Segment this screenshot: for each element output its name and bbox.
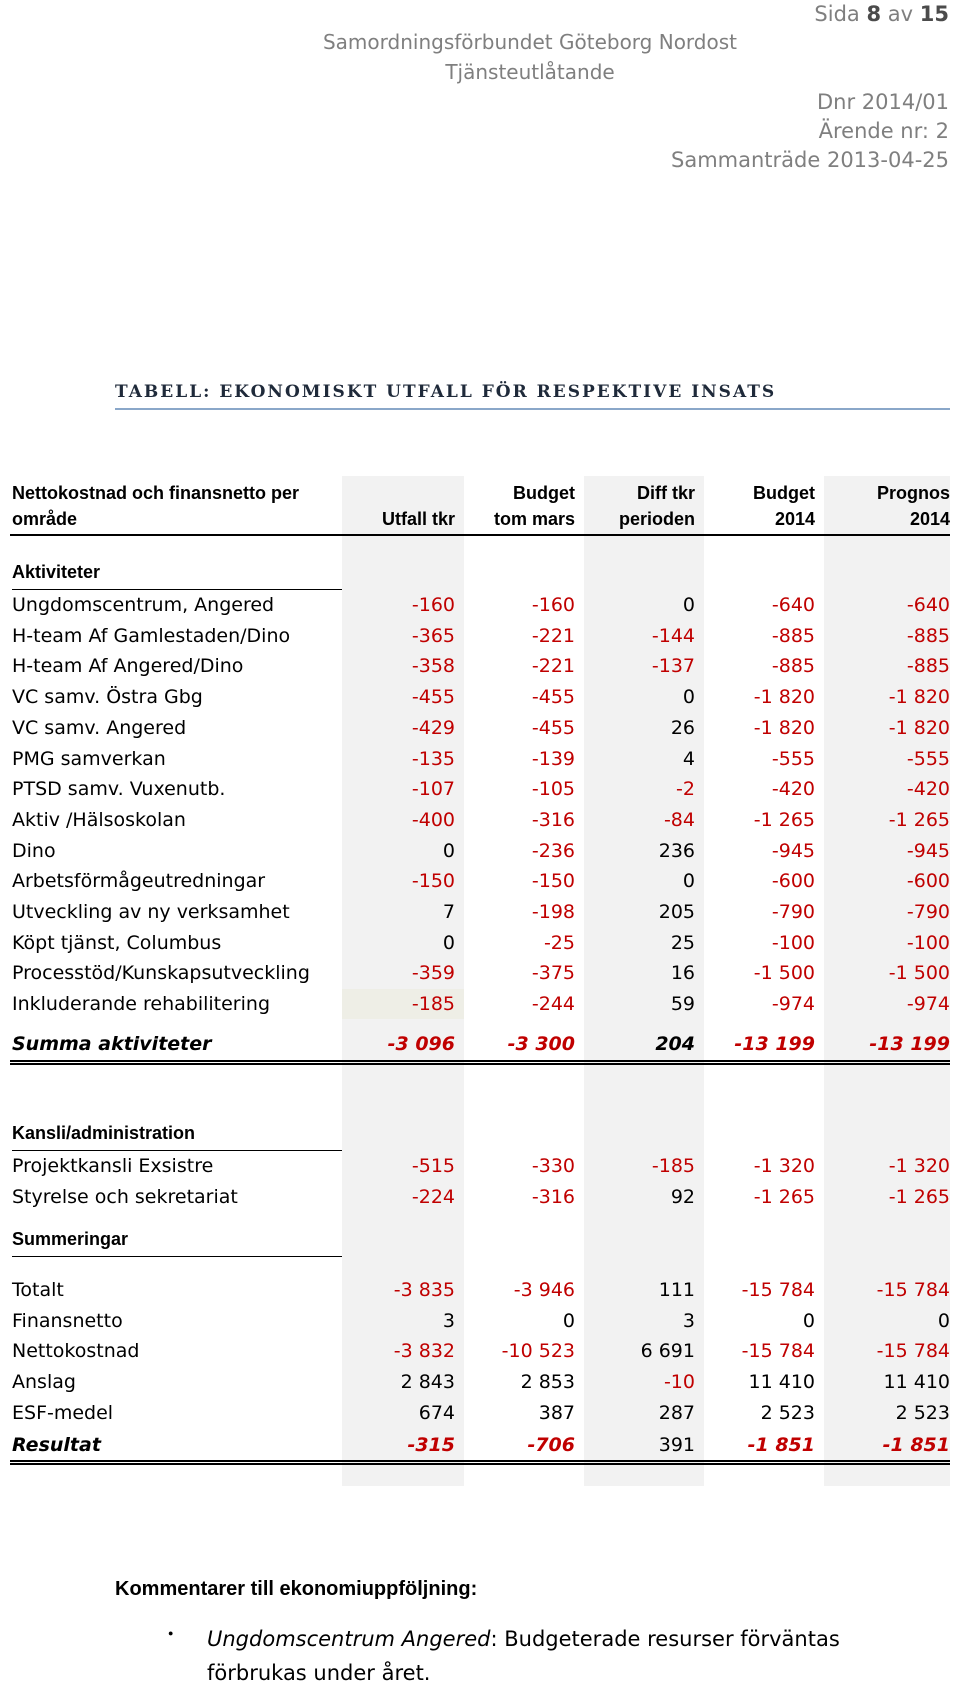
cell-budget-tom: -236	[531, 839, 575, 862]
row-label: PMG samverkan	[12, 747, 166, 770]
cell-diff: 4	[682, 747, 695, 770]
cell-budget2014: -974	[771, 993, 815, 1016]
cell-budget2014: -420	[771, 778, 815, 801]
cell-budget2014: -885	[771, 655, 815, 678]
cell-utfall: -455	[411, 686, 455, 709]
row-label: PTSD samv. Vuxenutb.	[12, 778, 226, 801]
cell-utfall: -224	[411, 1185, 455, 1208]
cell-utfall: -3 835	[393, 1279, 455, 1301]
page-total: 15	[919, 2, 949, 26]
row-label: Inkluderande rehabilitering	[12, 993, 271, 1016]
row-label: Aktiv /Hälsoskolan	[12, 808, 186, 831]
table-row	[0, 1367, 960, 1397]
cell-prognos: -974	[906, 993, 950, 1016]
group-aktiviteter: Aktiviteter	[12, 562, 342, 590]
header-diff	[619, 480, 695, 532]
cell-budget2014: -945	[771, 839, 815, 862]
cell-budget-tom: -221	[531, 655, 575, 678]
table-row	[0, 621, 960, 651]
header-budget-tom-line1: Budget	[513, 483, 575, 503]
cell-budget-tom: -10 523	[501, 1340, 575, 1363]
row-label: Dino	[12, 839, 56, 862]
row-label: Styrelse och sekretariat	[12, 1185, 238, 1208]
cell-diff: 204	[655, 1033, 695, 1055]
cell-prognos: 0	[937, 1309, 950, 1332]
cell-budget-tom: -375	[531, 962, 575, 985]
table-row	[0, 713, 960, 743]
cell-budget2014: -640	[771, 594, 815, 616]
header-prognos-line2: 2014	[909, 509, 950, 529]
cell-budget-tom: 2 853	[520, 1371, 575, 1394]
cell-diff: 25	[670, 931, 695, 954]
dnr: Dnr 2014/01	[816, 90, 949, 114]
section-title: TABELL: EKONOMISKT UTFALL FÖR RESPEKTIVE INSATS	[115, 382, 950, 410]
table-row	[0, 958, 960, 988]
cell-budget2014: -13 199	[734, 1033, 815, 1055]
cell-prognos: -15 784	[876, 1279, 950, 1301]
cell-budget2014: -1 851	[747, 1434, 815, 1456]
page-indicator	[814, 2, 949, 26]
cell-utfall: -135	[411, 747, 455, 770]
table-row	[0, 590, 960, 620]
cell-diff: 391	[658, 1434, 695, 1456]
cell-utfall: -358	[411, 655, 455, 678]
cell-utfall: 7	[442, 901, 455, 923]
page-mid: av	[887, 2, 914, 26]
cell-utfall: -3 832	[393, 1340, 455, 1363]
table-row	[0, 1151, 960, 1181]
cell-budget-tom: -105	[531, 778, 575, 801]
cell-prognos: -1 820	[888, 686, 950, 709]
cell-prognos: -790	[906, 901, 950, 923]
cell-prognos: -420	[906, 778, 950, 801]
cell-diff: 16	[670, 962, 695, 985]
cell-diff: 6 691	[640, 1340, 695, 1363]
table-row	[0, 1029, 960, 1059]
header-budget2014-line1: Budget	[753, 483, 815, 503]
cell-budget2014: -100	[771, 931, 815, 954]
cell-budget-tom: -316	[531, 808, 575, 831]
cell-diff: 0	[682, 594, 695, 616]
cell-budget-tom: -3 946	[513, 1279, 575, 1301]
table-row	[0, 805, 960, 835]
row-label: Köpt tjänst, Columbus	[12, 931, 222, 954]
cell-utfall: 674	[418, 1401, 455, 1424]
cell-prognos: -13 199	[869, 1033, 950, 1055]
cell-prognos: -1 320	[888, 1155, 950, 1177]
double-rule-aktiviteter	[10, 1060, 950, 1065]
cell-budget-tom: -706	[527, 1434, 575, 1456]
cell-budget2014: -15 784	[741, 1279, 815, 1301]
arende: Ärende nr: 2	[818, 119, 949, 143]
row-label: Ungdomscentrum, Angered	[12, 594, 275, 616]
cell-budget-tom: -455	[531, 716, 575, 739]
cell-utfall: -429	[411, 716, 455, 739]
table-row	[0, 1336, 960, 1366]
row-label: ESF-medel	[12, 1401, 114, 1424]
cell-budget2014: -1 320	[753, 1155, 815, 1177]
cell-diff: 287	[658, 1401, 695, 1424]
cell-utfall: 3	[442, 1309, 455, 1332]
cell-budget2014: -15 784	[741, 1340, 815, 1363]
cell-prognos: -885	[906, 655, 950, 678]
row-label: Arbetsförmågeutredningar	[12, 870, 266, 893]
cell-prognos: -1 820	[888, 716, 950, 739]
cell-utfall: -185	[411, 993, 455, 1016]
cell-budget-tom: -139	[531, 747, 575, 770]
table-row	[0, 866, 960, 896]
cell-budget2014: -885	[771, 624, 815, 647]
group-kansli: Kansli/administration	[12, 1123, 342, 1151]
header-meta	[671, 88, 949, 175]
cell-utfall: -3 096	[387, 1033, 455, 1055]
cell-budget2014: -1 265	[753, 808, 815, 831]
cell-prognos: -600	[906, 870, 950, 893]
table-row	[0, 1306, 960, 1336]
header-budget-tom-line2: tom mars	[493, 509, 575, 529]
table-row	[0, 989, 960, 1019]
header-diff-line2: perioden	[618, 509, 695, 529]
header-area	[12, 480, 299, 532]
row-label: Resultat	[12, 1434, 101, 1456]
cell-prognos: -1 265	[888, 1185, 950, 1208]
cell-utfall: -107	[411, 778, 455, 801]
cell-budget2014: -1 265	[753, 1185, 815, 1208]
cell-budget-tom: -455	[531, 686, 575, 709]
cell-utfall: -515	[411, 1155, 455, 1177]
table-row	[0, 1275, 960, 1305]
header-rule	[10, 534, 950, 536]
cell-budget2014: -1 500	[753, 962, 815, 985]
table-row	[0, 897, 960, 927]
page-number: 8	[866, 2, 882, 26]
cell-diff: 205	[658, 901, 695, 923]
cell-budget-tom: -198	[531, 901, 575, 923]
cell-budget-tom: 0	[562, 1309, 575, 1332]
cell-diff: 26	[670, 716, 695, 739]
group-summeringar: Summeringar	[12, 1229, 342, 1257]
row-label: Totalt	[12, 1279, 64, 1301]
cell-utfall: -365	[411, 624, 455, 647]
cell-diff: 111	[658, 1279, 695, 1301]
header-org-block	[320, 30, 740, 84]
cell-diff: 3	[682, 1309, 695, 1332]
cell-budget-tom: 387	[538, 1401, 575, 1424]
cell-budget-tom: -160	[531, 594, 575, 616]
cell-prognos: -1 851	[882, 1434, 950, 1456]
row-label: Finansnetto	[12, 1309, 123, 1332]
cell-budget-tom: -25	[543, 931, 575, 954]
header-prognos	[877, 480, 950, 532]
table-row	[0, 682, 960, 712]
org-name: Samordningsförbundet Göteborg Nordost	[322, 30, 737, 54]
row-label: Anslag	[12, 1371, 76, 1394]
row-label: VC samv. Angered	[12, 716, 187, 739]
row-label: Projektkansli Exsistre	[12, 1155, 214, 1177]
cell-budget-tom: -150	[531, 870, 575, 893]
cell-budget2014: 2 523	[760, 1401, 815, 1424]
cell-prognos: -885	[906, 624, 950, 647]
cell-utfall: 0	[442, 931, 455, 954]
cell-diff: -10	[663, 1371, 695, 1394]
cell-utfall: -359	[411, 962, 455, 985]
cell-budget-tom: -3 300	[507, 1033, 575, 1055]
row-label: Utveckling av ny verksamhet	[12, 901, 290, 923]
sammantrade: Sammanträde 2013-04-25	[671, 148, 949, 172]
cell-diff: 0	[682, 686, 695, 709]
table-row	[0, 651, 960, 681]
header-area-line2: område	[12, 509, 78, 529]
cell-budget2014: -1 820	[753, 716, 815, 739]
cell-prognos: 11 410	[883, 1371, 950, 1394]
header-utfall: Utfall tkr	[381, 509, 455, 529]
cell-diff: -2	[676, 778, 695, 801]
cell-utfall: -150	[411, 870, 455, 893]
cell-diff: -144	[651, 624, 695, 647]
row-label: Summa aktiviteter	[12, 1033, 212, 1055]
cell-utfall: 2 843	[400, 1371, 455, 1394]
cell-budget2014: -600	[771, 870, 815, 893]
cell-prognos: -100	[906, 931, 950, 954]
header-prognos-line1: Prognos	[876, 483, 950, 503]
table-row	[0, 744, 960, 774]
cell-utfall: -160	[411, 594, 455, 616]
cell-diff: -137	[651, 655, 695, 678]
cell-budget2014: 11 410	[748, 1371, 815, 1394]
table-row	[0, 1430, 960, 1460]
doc-type: Tjänsteutlåtande	[445, 60, 615, 84]
comments-title: Kommentarer till ekonomiuppföljning:	[115, 1578, 478, 1600]
cell-budget2014: -790	[771, 901, 815, 923]
table-row	[0, 774, 960, 804]
cell-prognos: -1 265	[888, 808, 950, 831]
cell-budget-tom: -221	[531, 624, 575, 647]
cell-diff: -185	[651, 1155, 695, 1177]
bullet-icon: ●	[168, 1628, 174, 1638]
header-budget-2014	[753, 480, 815, 532]
table-row	[0, 1398, 960, 1428]
table-row	[0, 1182, 960, 1212]
header-diff-line1: Diff tkr	[637, 483, 695, 503]
table-row	[0, 928, 960, 958]
cell-diff: 236	[658, 839, 695, 862]
cell-diff: -84	[663, 808, 695, 831]
table-row	[0, 836, 960, 866]
header-budget2014-line2: 2014	[774, 509, 815, 529]
cell-budget2014: 0	[802, 1309, 815, 1332]
header-area-line1: Nettokostnad och finansnetto per	[12, 483, 300, 503]
header-budget-tom	[494, 480, 575, 532]
cell-utfall: -315	[407, 1434, 455, 1456]
cell-prognos: -640	[906, 594, 950, 616]
cell-prognos: -555	[906, 747, 950, 770]
comment-item-name: Ungdomscentrum Angered	[207, 1627, 491, 1651]
cell-budget2014: -555	[771, 747, 815, 770]
page-prefix: Sida	[814, 2, 860, 26]
cell-utfall: 0	[442, 839, 455, 862]
row-label: VC samv. Östra Gbg	[12, 686, 203, 709]
cell-budget-tom: -330	[531, 1155, 575, 1177]
cell-prognos: -15 784	[876, 1340, 950, 1363]
row-label: H-team Af Gamlestaden/Dino	[12, 624, 291, 647]
cell-budget-tom: -244	[531, 993, 575, 1016]
cell-diff: 92	[670, 1185, 695, 1208]
double-rule-resultat	[10, 1460, 950, 1465]
cell-budget-tom: -316	[531, 1185, 575, 1208]
cell-budget2014: -1 820	[753, 686, 815, 709]
cell-diff: 0	[682, 870, 695, 893]
row-label: Nettokostnad	[12, 1340, 140, 1363]
cell-prognos: -945	[906, 839, 950, 862]
row-label: Processtöd/Kunskapsutveckling	[12, 962, 310, 985]
cell-diff: 59	[670, 993, 695, 1016]
row-label: H-team Af Angered/Dino	[12, 655, 244, 678]
cell-prognos: 2 523	[895, 1401, 950, 1424]
cell-prognos: -1 500	[888, 962, 950, 985]
comment-item-text: : Budgeterade resurser förväntas förbrukas under året.	[207, 1627, 840, 1685]
cell-utfall: -400	[411, 808, 455, 831]
comment-item	[207, 1622, 927, 1690]
